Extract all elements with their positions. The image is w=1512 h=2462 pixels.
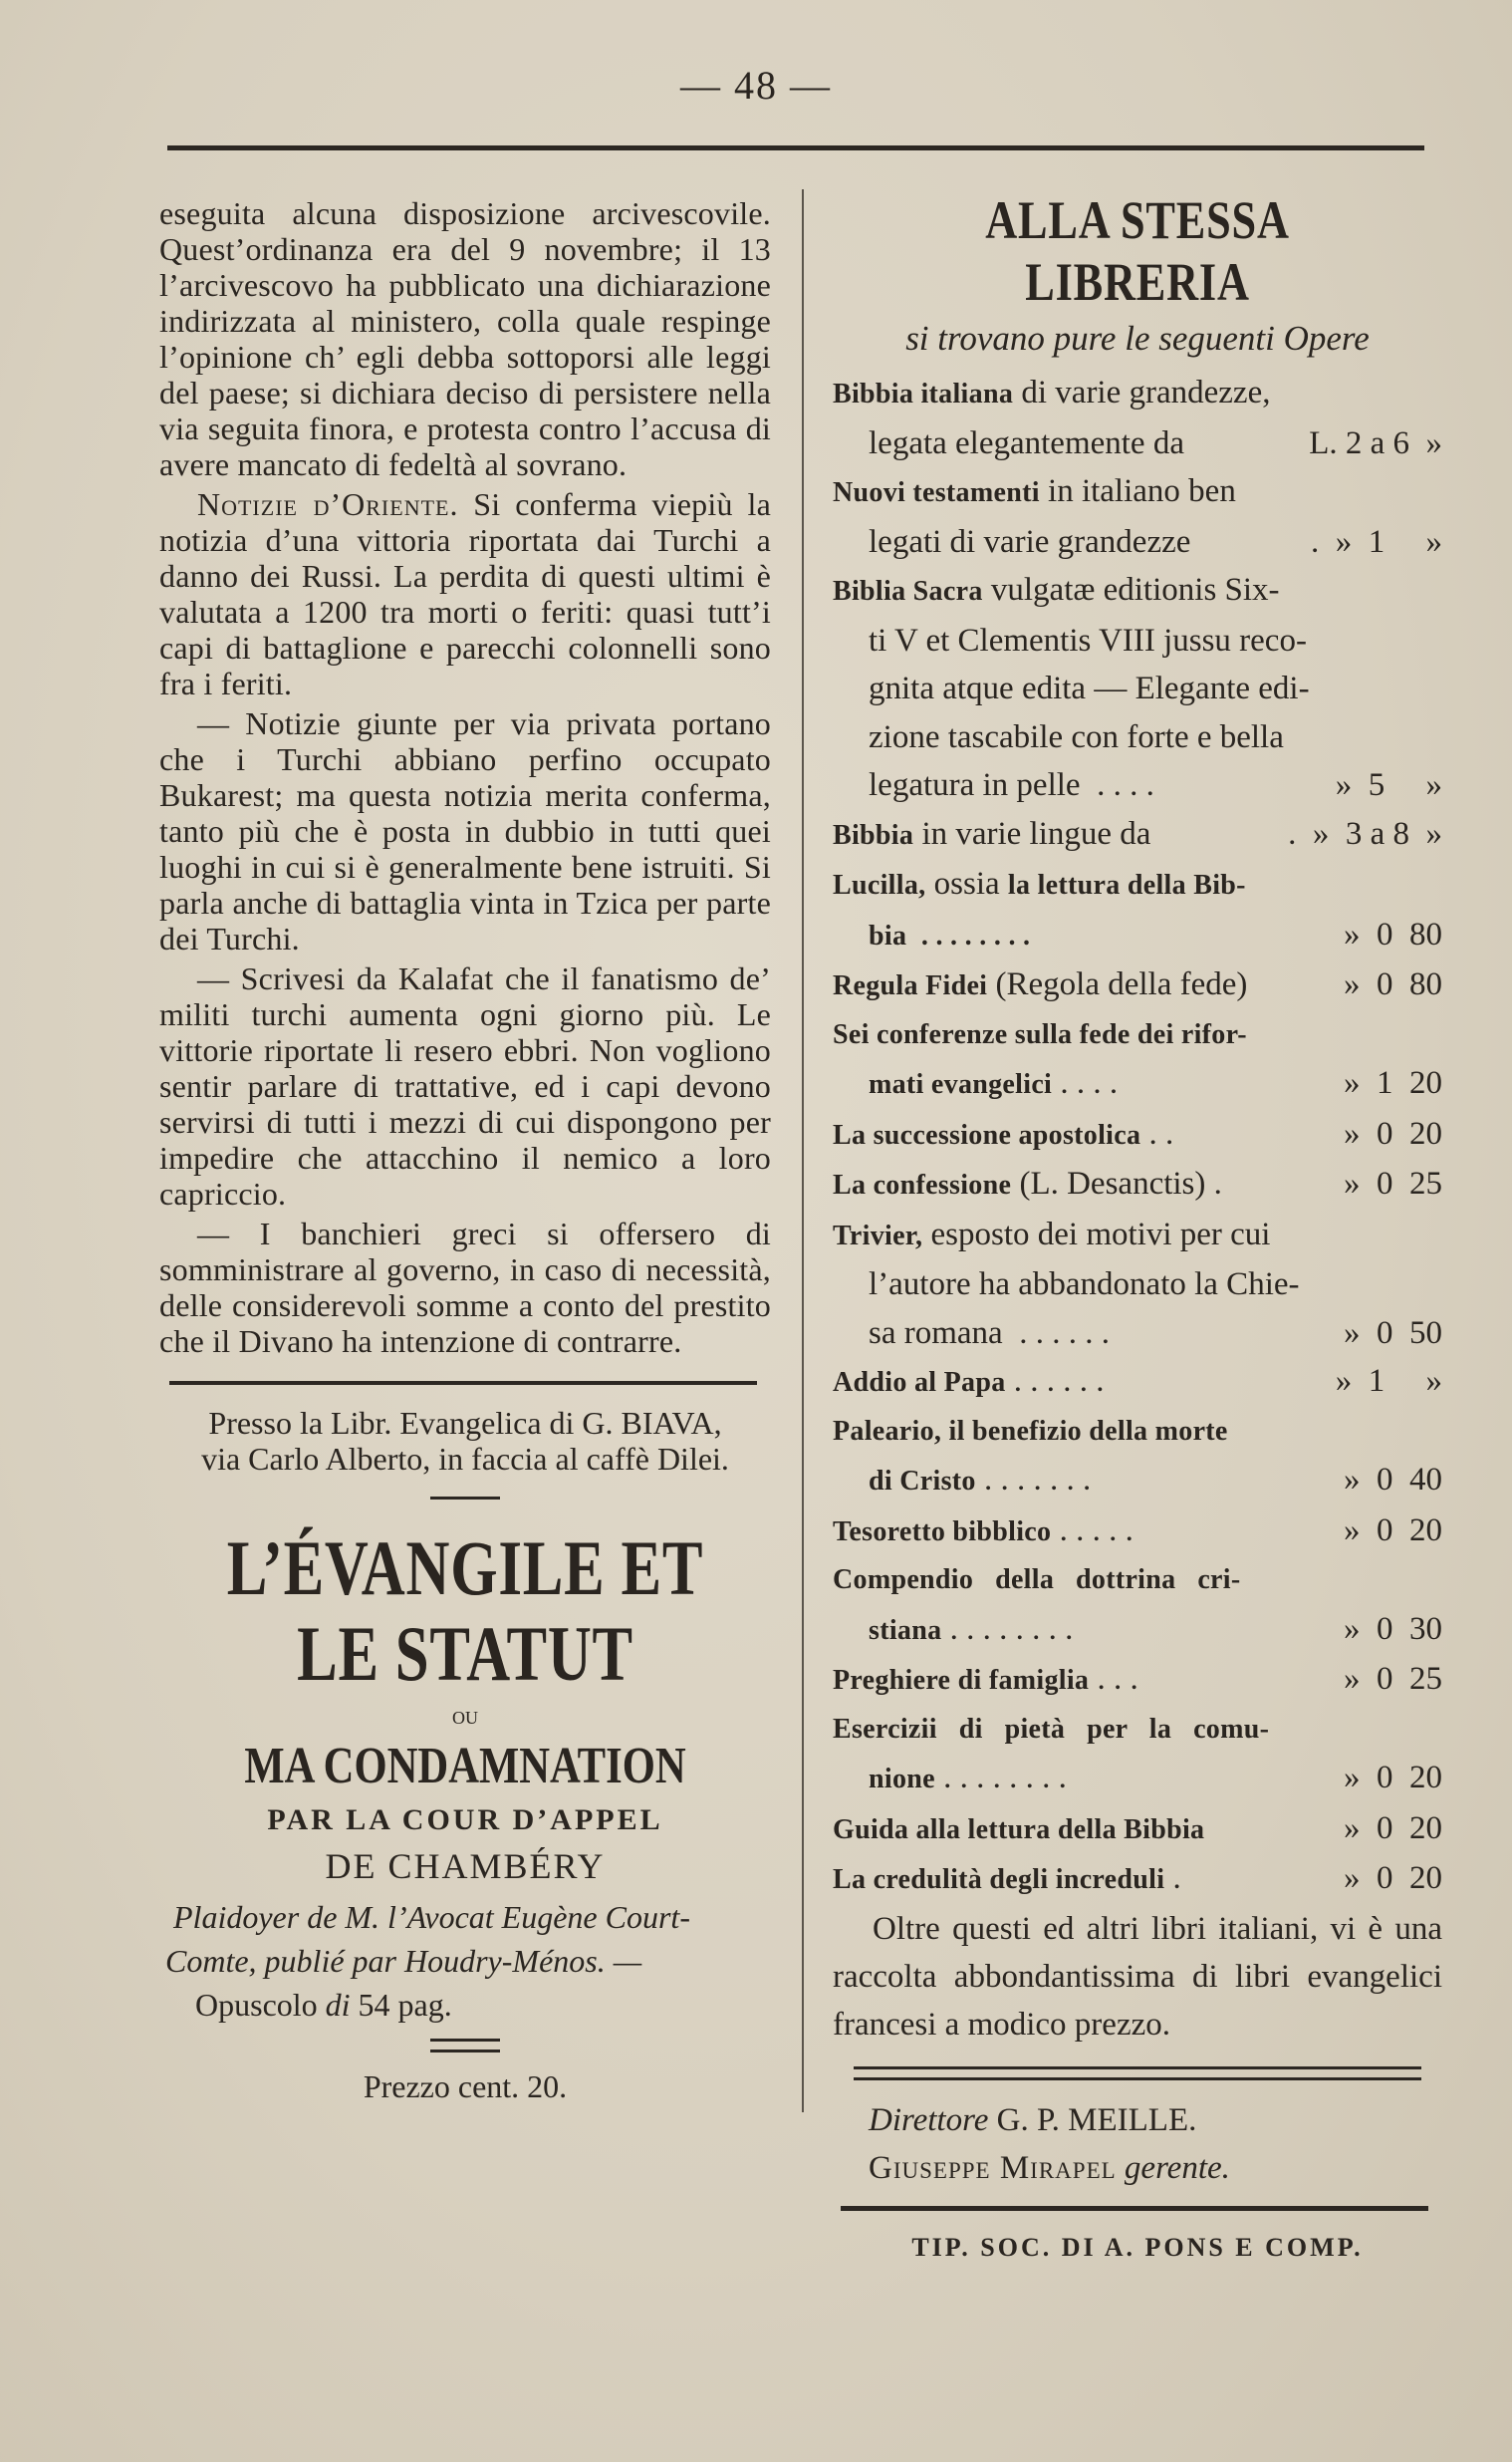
advert-place: DE CHAMBÉRY — [325, 1846, 606, 1886]
book-title: bia . . . . . . . . — [869, 920, 1031, 952]
book-desc: (Regola della fede) — [987, 966, 1248, 1002]
list-item-cont — [833, 713, 1442, 762]
news-paragraph: — Scrivesi da Kalafat che il fanatismo de’ militi turchi aumenta ogni giorno più. Le vittorie riportate li resero ebbri. Non vogliono sentir parlare di trattative, ed i capi devono servirsi di tutti i mezzi di cui dispongono per impedire che attacchino il nemico a loro capriccio. — [159, 960, 771, 1212]
leader-dots: . . . . — [1052, 1065, 1119, 1101]
leader-dots: . . — [1140, 1115, 1174, 1152]
book-price: L. 2 a 6 » — [1309, 424, 1442, 461]
list-item — [833, 960, 1442, 1011]
leader-dots: . . . . . . . — [975, 1462, 1092, 1498]
leader-dots: . — [1205, 1166, 1222, 1202]
book-title: Preghiere di famiglia — [833, 1665, 1090, 1696]
section-divider — [169, 1381, 757, 1385]
book-title: Paleario, il benefizio della morte — [833, 1415, 1228, 1447]
list-item-cont — [833, 518, 1442, 567]
list-item — [833, 1160, 1442, 1211]
list-item — [833, 467, 1442, 518]
double-rule — [854, 2066, 1421, 2080]
list-item-cont — [833, 665, 1442, 713]
printer-imprint: TIP. SOC. DI A. PONS E COMP. — [911, 2232, 1364, 2262]
book-desc: legata elegantemente da — [869, 424, 1184, 461]
advert-pages — [195, 1983, 771, 2027]
leader-dots: . . . — [1089, 1661, 1138, 1697]
book-price: » 0 40 — [1344, 1462, 1442, 1498]
list-item — [833, 1110, 1442, 1161]
book-desc: in italiano ben — [1039, 473, 1236, 509]
opus-label: Opuscolo — [195, 1987, 326, 2023]
book-title: stiana — [869, 1614, 942, 1646]
book-title: di Cristo — [869, 1466, 976, 1497]
news-paragraph: — I banchieri greci si offersero di somministrare al governo, in caso di necessità, delle considerevoli somme a conto del prestito che il Divano ha intenzione di contrarre. — [159, 1216, 771, 1359]
book-desc: gnita atque edita — Elegante edi- — [869, 671, 1310, 706]
book-price: . » 1 » — [1311, 523, 1442, 560]
list-item — [833, 860, 1442, 911]
list-item-cont — [833, 1309, 1442, 1358]
news-paragraph: — Notizie giunte per via privata portano che i Turchi abbiano perfino occupato Bukarest; ma questa notizia merita conferma, tanto più che è posta in dubbio in tutti quei luoghi in cui si è generalmente bene istruiti. Si parla anche di battaglia vinta in Tzica per parte dei Turchi. — [159, 705, 771, 957]
bookshop-address-line-1: Presso la Libr. Evangelica di G. BIAVA, — [208, 1405, 722, 1441]
book-title: Compendio della dottrina cri- — [833, 1564, 1241, 1595]
double-rule — [430, 2039, 500, 2052]
advert-author-note: Plaidoyer de M. l’Avocat Eugène Court-Comte, publié par Houdry-Ménos. — — [165, 1899, 690, 1979]
book-title: la lettura della Bib- — [1007, 870, 1246, 901]
leader-dots: . . . . . — [1051, 1511, 1134, 1548]
book-title: La successione apostolica — [833, 1119, 1141, 1151]
bookshop-address-line-2: via Carlo Alberto, in faccia al caffè Dilei. — [201, 1441, 729, 1477]
book-desc: ti V et Clementis VIII jussu reco- — [869, 622, 1307, 659]
book-desc: zione tascabile con forte e bella — [869, 718, 1284, 755]
director-label: Direttore — [869, 2101, 989, 2138]
book-price: . » 3 a 8 » — [1288, 815, 1442, 852]
page-number: — 48 — — [680, 63, 832, 108]
list-item — [833, 1804, 1442, 1855]
advert-subtitle: MA CONDAMNATION — [244, 1738, 686, 1794]
manager-line — [869, 2144, 1442, 2192]
book-title: Guida alla lettura della Bibbia — [833, 1813, 1205, 1845]
list-item — [833, 1011, 1442, 1060]
book-title: Tesoretto bibblico — [833, 1515, 1052, 1547]
book-price: » 1 » — [1335, 1363, 1442, 1399]
list-item-cont — [833, 419, 1442, 468]
book-desc: l’autore ha abbandonato la Chie- — [869, 1266, 1300, 1302]
book-price: » 0 30 — [1344, 1610, 1442, 1647]
news-paragraph: eseguita alcuna disposizione arcivescovile. Quest’ordinanza era del 9 novembre; il 13 l’arcivescovo ha pubblicato una dichiarazione indirizzata al ministero, colla quale respinge l’opinione ch’ egli debba sottoporsi alle leggi del paese; si dichiara deciso di persistere nella via seguita finora, e protesta contro l’accusa di avere mancato di fedeltà al sovrano. — [159, 195, 771, 482]
book-desc: (L. Desanctis) — [1011, 1166, 1206, 1202]
opus-di: di — [325, 1987, 351, 2023]
book-title: Trivier, — [833, 1220, 923, 1251]
list-item-cont — [833, 761, 1442, 810]
book-title: Sei conferenze sulla fede dei rifor- — [833, 1018, 1247, 1050]
book-desc: legatura in pelle . . . . — [869, 767, 1154, 803]
list-item — [833, 1655, 1442, 1706]
catalog-note: Oltre questi ed altri libri italiani, vi è una raccolta abbondantissima di libri evangelici francesi a modico prezzo. — [833, 1910, 1442, 2043]
book-price: » 0 80 — [1344, 916, 1442, 953]
book-title: Esercizii di pietà per la comu- — [833, 1713, 1270, 1745]
book-price: » 0 25 — [1344, 1166, 1442, 1202]
book-desc: sa romana . . . . . . — [869, 1314, 1110, 1351]
leader-dots: . . . . . . — [1005, 1363, 1105, 1399]
list-item-cont — [833, 911, 1442, 961]
list-item — [833, 1706, 1442, 1755]
list-item — [833, 1357, 1442, 1408]
catalog-title: ALLA STESSA LIBRERIA — [985, 190, 1290, 312]
header-rule — [167, 145, 1424, 150]
book-title: Nuovi testamenti — [833, 477, 1040, 508]
manager-label: gerente. — [1116, 2149, 1230, 2186]
catalog-subtitle: si trovano pure le seguenti Opere — [905, 319, 1370, 358]
book-desc: legati di varie grandezze — [869, 523, 1191, 560]
book-price: » 1 20 — [1344, 1065, 1442, 1101]
book-title: Bibbia italiana — [833, 379, 1014, 410]
book-price: » 0 20 — [1344, 1760, 1442, 1795]
leader-dots: . — [1164, 1860, 1181, 1896]
director-name: G. P. MEILLE. — [988, 2101, 1197, 2138]
right-column — [833, 189, 1442, 2263]
news-text: Si conferma viepiù la notizia d’una vittoria riportata dai Turchi a danno dei Russi. La perdita di questi ultimi è valutata a 1200 tra morti o feriti: quasi tutt’i capi di battaglione e parecchi colonnelli sono fra i feriti. — [159, 486, 771, 701]
book-price: » 0 50 — [1344, 1314, 1442, 1351]
book-title: Lucilla, — [833, 870, 926, 901]
list-item-cont — [833, 1260, 1442, 1309]
director-line — [869, 2096, 1442, 2144]
list-item — [833, 1408, 1442, 1457]
list-item — [833, 1556, 1442, 1605]
list-item — [833, 566, 1442, 617]
book-price: » 0 20 — [1344, 1809, 1442, 1846]
list-item-cont — [833, 1059, 1442, 1110]
advert-court: PAR LA COUR D’APPEL — [267, 1803, 663, 1836]
book-title: Bibbia — [833, 819, 914, 851]
book-price: » 0 25 — [1344, 1661, 1442, 1697]
book-price: » 0 80 — [1344, 966, 1442, 1002]
short-rule — [430, 1497, 500, 1500]
manager-name: Giuseppe Mirapel — [869, 2149, 1117, 2186]
leader-dots: . . . . . . . . — [934, 1760, 1067, 1795]
book-desc: di varie grandezze, — [1013, 375, 1271, 410]
list-item-cont — [833, 617, 1442, 666]
left-column — [159, 195, 771, 2105]
advert-ou: ou — [452, 1701, 478, 1730]
list-item — [833, 1854, 1442, 1905]
list-item-cont — [833, 1456, 1442, 1506]
news-paragraph-oriente — [159, 486, 771, 701]
book-desc: esposto dei motivi per cui — [922, 1216, 1271, 1252]
list-item — [833, 1506, 1442, 1557]
book-desc: vulgatæ editionis Six- — [982, 572, 1280, 608]
list-item — [833, 810, 1442, 861]
book-price: » 0 20 — [1344, 1511, 1442, 1548]
book-title: Biblia Sacra — [833, 576, 983, 607]
book-price: » 0 20 — [1344, 1860, 1442, 1896]
advert-price: Prezzo cent. 20. — [363, 2068, 568, 2104]
book-desc: ossia — [925, 866, 1008, 902]
footer-rule — [841, 2206, 1428, 2211]
book-title: La credulità degli increduli — [833, 1864, 1165, 1895]
opus-pages: 54 pag. — [350, 1987, 452, 2023]
list-item-cont — [833, 1605, 1442, 1656]
book-title: mati evangelici — [869, 1069, 1053, 1100]
column-separator — [802, 189, 804, 2112]
list-item — [833, 1211, 1442, 1261]
book-title: La confessione — [833, 1170, 1012, 1201]
book-title: Regula Fidei — [833, 970, 988, 1001]
book-title: nione — [869, 1764, 935, 1794]
list-item-cont — [833, 1754, 1442, 1804]
book-desc: in varie lingue da — [913, 815, 1151, 852]
leader-dots: . . . . . . . . — [941, 1610, 1074, 1647]
book-title: Addio al Papa — [833, 1367, 1006, 1398]
section-heading: Notizie d’Oriente. — [197, 486, 459, 522]
advert-title: L’ÉVANGILE ET LE STATUT — [226, 1524, 704, 1697]
book-price: » 0 20 — [1344, 1115, 1442, 1152]
list-item — [833, 369, 1442, 419]
catalog-list — [833, 369, 1442, 1905]
book-price: » 5 » — [1335, 767, 1442, 803]
